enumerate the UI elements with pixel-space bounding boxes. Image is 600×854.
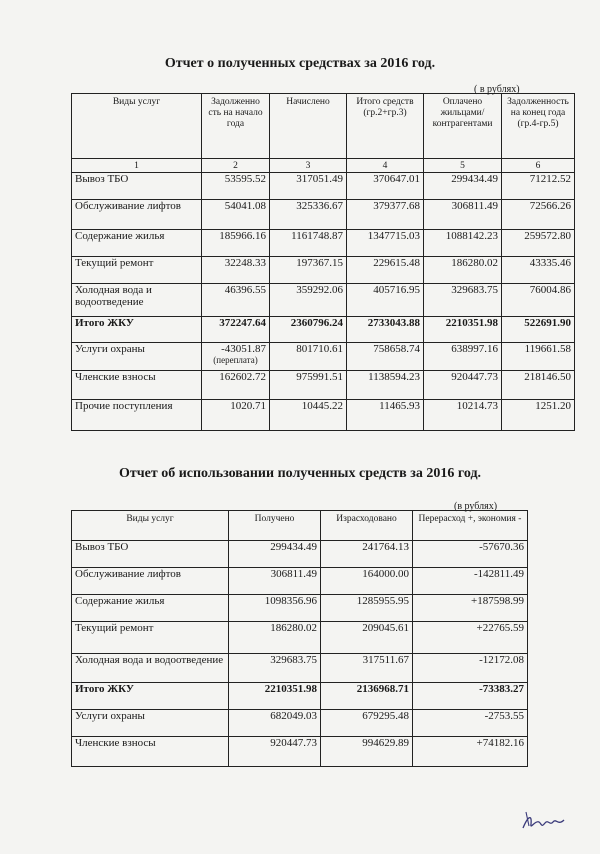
column-number: 2 (202, 159, 270, 173)
table-header-row (72, 511, 528, 541)
cell-value: 241764.13 (321, 541, 413, 568)
cell-value: 43335.46 (502, 257, 575, 284)
cell-value: 801710.61 (270, 343, 347, 371)
header-cell: Итого средств (гр.2+гр.3) (347, 94, 424, 159)
cell-value: 638997.16 (424, 343, 502, 371)
cell-value: 46396.55 (202, 284, 270, 317)
column-number: 1 (72, 159, 202, 173)
table-row (72, 737, 528, 767)
service-name: Холодная вода и водоотведение (72, 654, 229, 683)
column-number: 5 (424, 159, 502, 173)
cell-value: 53595.52 (202, 173, 270, 200)
cell-value: -142811.49 (413, 568, 528, 595)
cell-value: 218146.50 (502, 371, 575, 400)
cell-value: 2210351.98 (229, 683, 321, 710)
signature-icon (520, 808, 568, 834)
cell-value: +22765.59 (413, 622, 528, 654)
cell-value: 71212.52 (502, 173, 575, 200)
cell-value: 185966.16 (202, 230, 270, 257)
cell-value: 2360796.24 (270, 317, 347, 343)
cell-value: 1020.71 (202, 400, 270, 431)
cell-value: 920447.73 (424, 371, 502, 400)
cell-value: +74182.16 (413, 737, 528, 767)
service-name: Членские взносы (72, 737, 229, 767)
cell-value: 359292.06 (270, 284, 347, 317)
cell-value: 11465.93 (347, 400, 424, 431)
cell-value: 2733043.88 (347, 317, 424, 343)
cell-value: 186280.02 (424, 257, 502, 284)
cell-value: 10214.73 (424, 400, 502, 431)
service-name: Услуги охраны (72, 343, 202, 371)
header-cell: Получено (229, 511, 321, 541)
report1-title: Отчет о полученных средствах за 2016 год. (164, 56, 436, 71)
cell-value: 975991.51 (270, 371, 347, 400)
cell-value: 1088142.23 (424, 230, 502, 257)
total-row (72, 317, 575, 343)
column-number: 6 (502, 159, 575, 173)
header-cell: Виды услуг (72, 511, 229, 541)
cell-value: 329683.75 (424, 284, 502, 317)
table-row (72, 710, 528, 737)
cell-value: 317051.49 (270, 173, 347, 200)
received-funds-table (71, 93, 575, 431)
column-number-row (72, 159, 575, 173)
report2-title: Отчет об использовании полученных средств за 2016 год. (118, 466, 482, 481)
cell-value: 306811.49 (424, 200, 502, 230)
cell-value: 1098356.96 (229, 595, 321, 622)
cell-value: 679295.48 (321, 710, 413, 737)
service-name: Обслуживание лифтов (72, 200, 202, 230)
cell-value: -12172.08 (413, 654, 528, 683)
cell-value: 306811.49 (229, 568, 321, 595)
cell-value: 370647.01 (347, 173, 424, 200)
cell-value: 522691.90 (502, 317, 575, 343)
cell-value: 119661.58 (502, 343, 575, 371)
table-header-row (72, 94, 575, 159)
table-row (72, 568, 528, 595)
report1-unit: ( в рублях) (474, 84, 520, 95)
cell-value: 229615.48 (347, 257, 424, 284)
cell-value: 329683.75 (229, 654, 321, 683)
service-name: Прочие поступления (72, 400, 202, 431)
cell-value: 1251.20 (502, 400, 575, 431)
spent-funds-table (71, 510, 528, 767)
cell-value: 162602.72 (202, 371, 270, 400)
cell-value: 299434.49 (229, 541, 321, 568)
cell-value: 325336.67 (270, 200, 347, 230)
service-name: Вывоз ТБО (72, 541, 229, 568)
cell-value: 209045.61 (321, 622, 413, 654)
header-cell: Израсходовано (321, 511, 413, 541)
table-row (72, 230, 575, 257)
cell-value: -57670.36 (413, 541, 528, 568)
service-name: Итого ЖКУ (72, 317, 202, 343)
column-number: 3 (270, 159, 347, 173)
cell-value: 1138594.23 (347, 371, 424, 400)
cell-value: 164000.00 (321, 568, 413, 595)
cell-value: 405716.95 (347, 284, 424, 317)
cell-value: 54041.08 (202, 200, 270, 230)
header-cell: Виды услуг (72, 94, 202, 159)
table-row (72, 541, 528, 568)
table-row (72, 654, 528, 683)
service-name: Текущий ремонт (72, 622, 229, 654)
cell-value: 682049.03 (229, 710, 321, 737)
cell-value: 1347715.03 (347, 230, 424, 257)
header-cell: Оплачено жильцами/ контрагентами (424, 94, 502, 159)
service-name: Содержание жилья (72, 230, 202, 257)
header-cell: Задолженность на конец года (гр.4-гр.5) (502, 94, 575, 159)
table-row (72, 371, 575, 400)
cell-value: 186280.02 (229, 622, 321, 654)
cell-value: 920447.73 (229, 737, 321, 767)
table-row (72, 284, 575, 317)
cell-value: -2753.55 (413, 710, 528, 737)
service-name: Членские взносы (72, 371, 202, 400)
report2-unit: (в рублях) (454, 501, 498, 512)
cell-value: 758658.74 (347, 343, 424, 371)
total-row (72, 683, 528, 710)
cell-value: 379377.68 (347, 200, 424, 230)
cell-value: 72566.26 (502, 200, 575, 230)
cell-value: 299434.49 (424, 173, 502, 200)
table-row (72, 173, 575, 200)
cell-value: 197367.15 (270, 257, 347, 284)
cell-value: 2210351.98 (424, 317, 502, 343)
service-name: Холодная вода и водоотведение (72, 284, 202, 317)
cell-value: 1285955.95 (321, 595, 413, 622)
table-row (72, 343, 575, 371)
cell-value: 32248.33 (202, 257, 270, 284)
table-row (72, 200, 575, 230)
table-row (72, 595, 528, 622)
service-name: Текущий ремонт (72, 257, 202, 284)
cell-value: -73383.27 (413, 683, 528, 710)
table-row (72, 257, 575, 284)
cell-value: 2136968.71 (321, 683, 413, 710)
header-cell: Перерасход +, экономия - (413, 511, 528, 541)
cell-value: 1161748.87 (270, 230, 347, 257)
cell-value: 317511.67 (321, 654, 413, 683)
column-number: 4 (347, 159, 424, 173)
service-name: Услуги охраны (72, 710, 229, 737)
cell-value: -43051.87 (221, 343, 266, 355)
cell-value: +187598.99 (413, 595, 528, 622)
header-cell: Начислено (270, 94, 347, 159)
table-row (72, 400, 575, 431)
service-name: Обслуживание лифтов (72, 568, 229, 595)
header-cell: Задолженно сть на начало года (202, 94, 270, 159)
cell-value: 10445.22 (270, 400, 347, 431)
overpayment-note: (переплата) (213, 355, 258, 365)
table-row (72, 622, 528, 654)
cell-value: 372247.64 (202, 317, 270, 343)
service-name: Вывоз ТБО (72, 173, 202, 200)
cell-value: 76004.86 (502, 284, 575, 317)
cell-value: 259572.80 (502, 230, 575, 257)
service-name: Содержание жилья (72, 595, 229, 622)
service-name: Итого ЖКУ (72, 683, 229, 710)
cell-value: 994629.89 (321, 737, 413, 767)
cell-value-with-note (202, 343, 270, 371)
